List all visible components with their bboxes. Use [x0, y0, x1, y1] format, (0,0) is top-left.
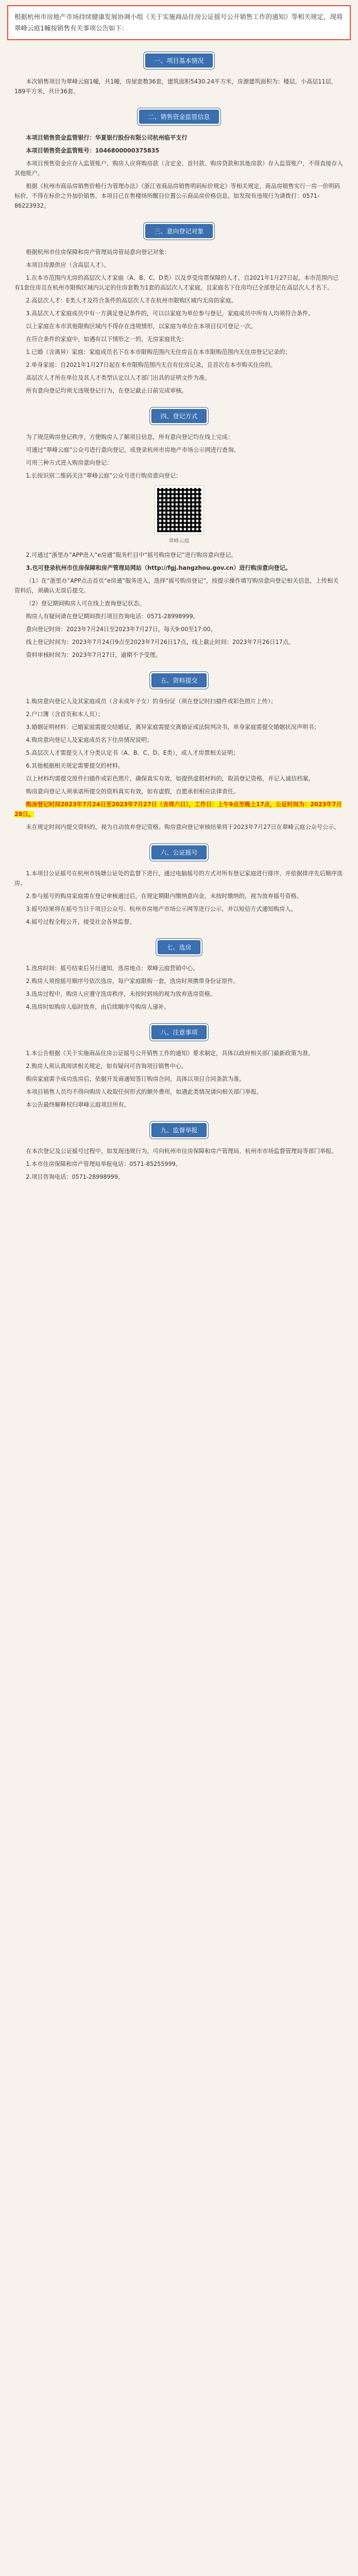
paragraph: 可通过“翠峰云庭”公众号进行意向登记，或登录杭州市房地产市场公示网进行查询。 — [26, 447, 240, 453]
paragraph: 本项目房源供应（含高层人才）。 — [26, 262, 110, 268]
section-title: 五、资料提交 — [151, 673, 206, 687]
paragraph: 3.高层次人才家庭成员中有一方满足登记条件的，可以以家庭为单位参与登记，家庭成员中所有人均须符合条件。 — [26, 310, 314, 317]
paragraph: 可用三种方式进入购房意向登记： — [26, 460, 113, 466]
section-documents — [0, 673, 358, 832]
section-fund-supervision — [0, 110, 358, 211]
paragraph: 本项目销售资金监管账号：1046800000375835 — [26, 147, 160, 154]
paragraph: 1.已婚（含离异）家庭：家庭成员名下在本市限购范围内无住房且在本市限购范围内无住房登记记录的； — [26, 349, 291, 355]
paragraph: 本项目预售资金应存入监管账户，购房人应将购房款（含定金、首付款、购房贷款和其他房款）存入监管账户，不得直接存入其他账户。 — [14, 160, 343, 177]
section-basic-info — [0, 54, 358, 96]
paragraph: 1.在本市范围内无房的高层次人才家庭（A、B、C、D类）以及享受房票保障的人才，自2021年1月27日起，本市范围内已有1套住房且在杭州市限购区域内认定的住房套数为1套的高层次人才家庭，且家庭名下住房均已全部登记在高层次人才名下。 — [14, 275, 339, 291]
paragraph: 2.购房人须认真阅读相关规定，如有疑问可咨询项目销售中心。 — [26, 1063, 187, 1070]
paragraph: 5.高层次人才需提交人才分类认定书（A、B、C、D、E类），或人才房票相关证明； — [26, 750, 239, 756]
paragraph: 2.项目咨询电话：0571-28998999。 — [26, 1174, 124, 1180]
section-notes — [0, 1025, 358, 1110]
section-lottery — [0, 845, 358, 927]
paragraph: 3.婚姻证明材料：已婚家庭需提交结婚证，离异家庭需提交离婚证或法院判决书，单身家庭需提交婚姻状况声明书； — [26, 724, 320, 731]
paragraph: 在符合条件的家庭中，如遇有以下情形之一的，无房家庭优先： — [26, 336, 187, 343]
paragraph: 购房意向登记人须承诺所提交的资料真实有效，如有虚假，自愿承担相应法律责任。 — [26, 788, 240, 795]
paragraph: 2.户口簿（含首页和本人页）； — [26, 711, 104, 718]
paragraph: 4.选房时如购房人临时放弃，由后续顺序号购房人递补。 — [26, 1004, 170, 1010]
paragraph: 1.本项目公证摇号在杭州市钱塘公证处的监督下进行，通过电脑摇号的方式对所有登记家庭进行排序，并依据排序先后顺序选房。 — [14, 870, 343, 887]
paragraph: 4.购房意向登记人及家庭成员名下住房情况说明； — [26, 737, 153, 743]
paragraph: 线上登记时间为：2023年7月24日9点至2023年7月26日17点，线上截止时间：2023年7月26日17点。 — [26, 639, 295, 646]
paragraph: 意向登记时间：2023年7月24日至2023年7月27日，每天9:00至17:00。 — [26, 626, 216, 633]
paragraph: 2.购房人须按摇号顺序号依次选房，每户家庭限购一套，选房时须携带身份证原件。 — [26, 978, 239, 985]
paragraph: 6.其他根据相关规定需要提交的材料。 — [26, 762, 124, 769]
intro-notice: 根据杭州市房地产市场持续健康发展协调小组《关于实施商品住房公证摇号公开销售工作的通知》等相关规定，现将翠峰云庭1幢按销售有关事项公告如下： — [7, 5, 351, 40]
paragraph: 4.摇号过程全程公开，接受社会各界监督。 — [26, 919, 135, 925]
paragraph: 本项目销售资金监管银行：华夏银行股份有限公司杭州临平支行 — [26, 134, 187, 141]
paragraph: 1.本公告根据《关于实施商品住房公证摇号公开销售工作的通知》要求制定，具体以政府相关部门最新政策为准。 — [26, 1050, 314, 1057]
paragraph: 1.购房意向登记人及其家庭成员（含未成年子女）的身份证（须在登记时扫描件或彩色照片上传）； — [26, 698, 277, 705]
paragraph: （1）在“浙里办”APP点击首页“e房通”服务进入，选择“摇号购房登记”，按提示操作填写购房意向登记相关信息，上传相关资料后，须确认无误后提交。 — [14, 578, 339, 594]
paragraph: 2.可通过“浙里办”APP进入“e房通”服务栏目中“摇号购房登记”进行购房意向登记。 — [26, 552, 237, 558]
paragraph: 以上材料均需提交原件扫描件或彩色照片，确保真实有效，如提供虚假材料的，取消登记资格，并记入诚信档案。 — [26, 775, 314, 782]
paragraph: 在本次登记及公证摇号过程中，如发现违规行为，可向杭州市住房保障和房产管理局、杭州市市场监督管理局等部门举报。 — [26, 1148, 337, 1155]
paragraph: 高层次人才所在单位及其人才类型认定以人才部门出具的证明文件为准。 — [26, 375, 211, 381]
qr-code-icon[interactable] — [155, 486, 203, 534]
qr-caption: 翠峰云庭 — [168, 538, 190, 544]
paragraph: （2）登记期间购房人可在线上查询登记状态。 — [26, 600, 145, 607]
section-title: 一、项目基本情况 — [145, 54, 212, 67]
paragraph: 所有意向登记均须无违规登记行为，在登记截止日前完成审核。 — [26, 387, 187, 394]
section-title: 二、销售资金监管信息 — [139, 110, 218, 124]
section-title: 八、注意事项 — [151, 1025, 206, 1039]
paragraph: 未在规定时间内提交资料的，视为自动放弃登记资格。购房意向登记审核结果将于2023年7月27日在翠峰云庭公众号公示。 — [26, 824, 340, 831]
paragraph: 本项目销售人员均不得向购房人收取任何形式的额外费用，如遇此类情况请向相关部门举报。 — [26, 1089, 263, 1095]
section-title: 七、选房 — [158, 940, 200, 954]
paragraph: 2.参与摇号的购房家庭需在登记审核通过后，在规定期限内缴纳意向金，未按时缴纳的，视为放弃摇号资格。 — [26, 893, 302, 900]
paragraph: 3.摇号结果将在摇号当日于项目公众号、杭州市房地产市场公示网等进行公示，并以短信方式通知购房人。 — [26, 906, 297, 912]
paragraph: 3.选房过程中，购房人应遵守选房秩序，未按时到场的视为放弃选房资格。 — [26, 991, 216, 997]
paragraph: 购房家庭需予成功选房后，依据开发商通知签订购房合同，具体以项目合同条款为准。 — [26, 1076, 245, 1082]
section-title: 三、意向登记对象 — [145, 224, 212, 238]
paragraph: 1.本市住房保障和房产管理局举报电话：0571-85255999。 — [26, 1161, 181, 1167]
section-title: 九、监督举报 — [151, 1123, 206, 1137]
paragraph: 根据《杭州市商品房销售价格行为管理办法》《浙江省商品房销售明码标价规定》等相关规定，商品房销售实行一房一价明码标价，不得在标价之外加价销售。本项目已在售楼场所醒目位置公示商品房价格信息。如发现有违规行为请拨打：0571-86223932。 — [14, 183, 340, 209]
paragraph: 资料审核时间为：2023年7月27日，逾期不予受理。 — [26, 652, 161, 658]
section-selection — [0, 940, 358, 1012]
paragraph-link[interactable]: 3.也可登录杭州市住房保障和房产管理局网站（http://fgj.hangzhou.gov.cn）进行购房意向登记。 — [26, 565, 292, 571]
paragraph: 为了规范购房登记秩序，方便购房人了解项目信息，所有意向登记均在线上完成： — [26, 434, 234, 440]
paragraph: 2.高层次人才：E类人才及符合条件的高层次人才在杭州市限购区域内无房的家庭。 — [26, 297, 237, 304]
paragraph: 以上家庭在本市其他限购区域内不得存在违规情形，以家庭为单位在本项目仅可登记一次。 — [26, 323, 257, 330]
highlight-notice — [14, 800, 344, 819]
highlight-text: 购房登记时间2023年7月24日至2023年7月27日（含周六日），工作日：上午9点至晚上17点，公证时间为：2023年7月28日。 — [14, 801, 342, 818]
section-registration-method — [0, 409, 358, 660]
paragraph: 1.长按识别二维码关注“翠峰云庭”公众号进行购房意向登记： — [26, 472, 182, 479]
paragraph: 本次销售项目为翠峰云庭1幢，共1幢，房屋套数36套，建筑面积5430.24平方米，房源建筑面积为：楼层，小高层11层，189平方米，共计36套。 — [14, 78, 337, 95]
paragraph: 2.单身家庭：自2021年1月27日起在本市限购范围内无自有住房记录，且首次在本市购买住房的。 — [26, 362, 277, 368]
section-supervision — [0, 1123, 358, 1182]
section-title: 四、登记方式 — [151, 409, 206, 423]
paragraph: 根据杭州市住房保障和房产管理局房管局意向登记对象： — [26, 249, 171, 256]
paragraph: 本公告最终解释权归翠峰云庭项目所有。 — [26, 1101, 130, 1108]
paragraph: 购房人有疑问请在登记期间拨打项目咨询电话：0571-28998999。 — [26, 613, 199, 620]
section-registration-eligibility — [0, 224, 358, 396]
section-title: 六、公证摇号 — [151, 845, 206, 859]
paragraph: 1.选房时间：摇号结束后另行通知，选房地点：翠峰云庭营销中心。 — [26, 965, 199, 972]
